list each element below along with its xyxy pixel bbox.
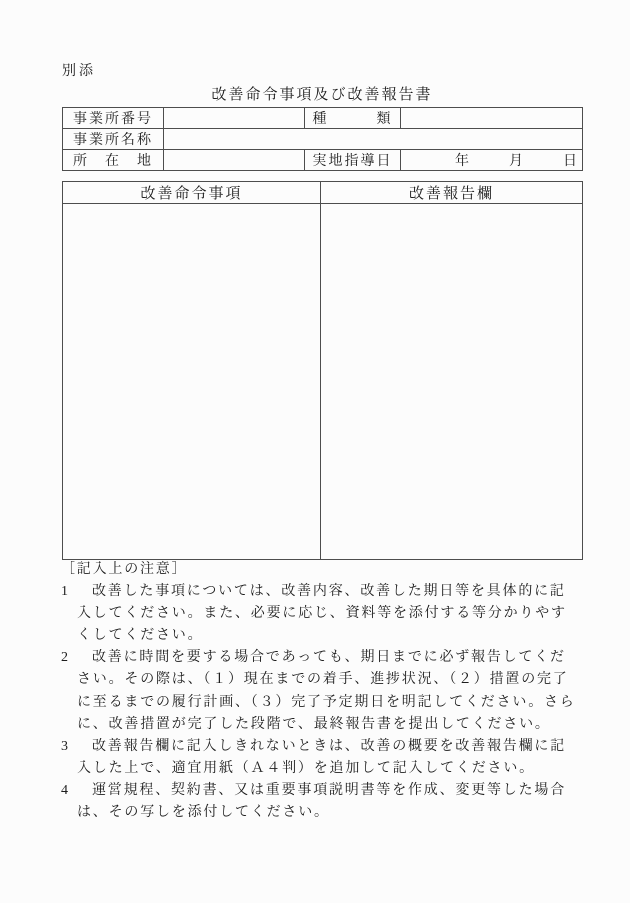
guidance-date-value [401, 150, 583, 171]
main-table-body-row [63, 204, 583, 560]
note-text: 改善報告欄に記入しきれないときは、改善の概要を改善報告欄に記 [92, 738, 566, 754]
note-number: 3 [61, 738, 68, 754]
page-title: 改善命令事項及び改善報告書 [211, 87, 433, 103]
guidance-date-label: 実地指導日 [305, 150, 401, 171]
office-number-value [164, 108, 305, 129]
office-number-label: 事業所番号 [63, 108, 164, 129]
improvement-report-header: 改善報告欄 [321, 182, 583, 204]
appendix-label: 別添 [62, 64, 96, 79]
note-line [61, 581, 583, 603]
note-text: 改善した事項については、改善内容、改善した期日等を具体的に記 [92, 584, 566, 600]
improvement-order-header: 改善命令事項 [63, 182, 321, 204]
type-label: 種 類 [305, 108, 401, 129]
type-value [401, 108, 583, 129]
note-line [61, 736, 583, 758]
note-number: 2 [61, 650, 68, 666]
info-row-address [63, 150, 583, 171]
note-line: さい。その際は、（１）現在までの着手、進捗状況、（２）措置の完了 [77, 672, 569, 688]
info-row-office-name [63, 129, 583, 150]
note-number: 4 [61, 782, 68, 798]
day-unit-label: 日 [563, 154, 577, 169]
note-text: 運営規程、契約書、又は重要事項説明書等を作成、変更等した場合 [92, 782, 566, 798]
note-text: 改善に時間を要する場合であっても、期日までに必ず報告してくだ [92, 650, 566, 666]
notes-section [61, 559, 583, 824]
note-line: 入してください。また、必要に応じ、資料等を添付する等分かりやす [77, 606, 567, 622]
improvement-report-cell [321, 204, 583, 560]
notes-heading: ［記入上の注意］ [61, 562, 188, 577]
info-table [62, 107, 583, 171]
note-line [61, 647, 583, 669]
note-line: に至るまでの履行計画、（３）完了予定期日を明記してください。さら [77, 694, 576, 710]
office-name-value [164, 129, 583, 150]
note-line: くしてください。 [77, 628, 204, 644]
note-line: に、改善措置が完了した段階で、最終報告書を提出してください。 [77, 716, 551, 732]
info-row-office-number [63, 108, 583, 129]
address-label: 所 在 地 [63, 150, 164, 171]
improvement-order-cell [63, 204, 321, 560]
note-line: 入した上で、適宜用紙（Ａ４判）を追加して記入してください。 [77, 760, 535, 776]
main-table [62, 181, 583, 560]
main-table-header-row [63, 182, 583, 204]
note-line [61, 780, 583, 802]
office-name-label: 事業所名称 [63, 129, 164, 150]
note-line: は、その写しを添付してください。 [77, 805, 330, 821]
address-value [164, 150, 305, 171]
note-number: 1 [61, 584, 68, 600]
year-unit-label: 年 [455, 154, 469, 169]
month-unit-label: 月 [509, 154, 523, 169]
